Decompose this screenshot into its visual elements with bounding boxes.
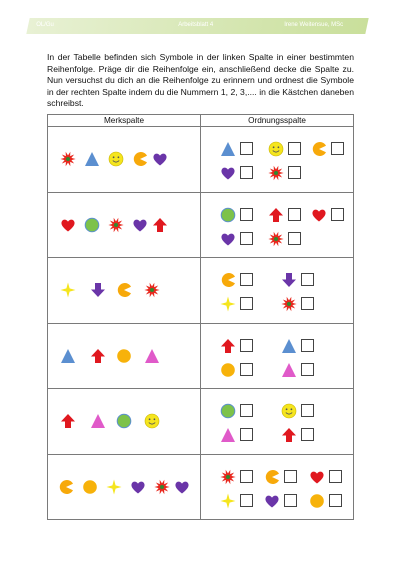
burst-icon [60,151,76,167]
number-answer-box[interactable] [301,428,314,441]
number-answer-box[interactable] [284,494,297,507]
order-cell [201,258,354,324]
number-answer-box[interactable] [329,494,342,507]
smiley-icon [144,413,160,429]
number-answer-box[interactable] [240,142,253,155]
star4-icon [106,479,122,495]
smiley-icon [281,403,297,419]
number-answer-box[interactable] [240,273,253,286]
pacman-icon [132,151,148,167]
memory-cell [48,323,201,389]
order-cell [201,389,354,455]
column-header-order: Ordnungsspalte [201,115,354,127]
number-answer-box[interactable] [331,208,344,221]
heart-purple-icon [152,151,168,167]
header-author: Irene Weitensue, MSc [284,22,344,28]
triangle-pink-icon [144,348,160,364]
smiley-icon [268,141,284,157]
triangle-pink-icon [281,362,297,378]
number-answer-box[interactable] [288,166,301,179]
number-answer-box[interactable] [240,339,253,352]
circle-orange-icon [82,479,98,495]
number-answer-box[interactable] [240,166,253,179]
header-left: OL/Gu [36,22,54,28]
number-answer-box[interactable] [329,470,342,483]
memory-cell [48,258,201,324]
number-answer-box[interactable] [240,363,253,376]
triangle-pink-icon [90,413,106,429]
number-answer-box[interactable] [301,339,314,352]
burst-icon [281,296,297,312]
memory-cell [48,192,201,258]
triangle-blue-icon [84,151,100,167]
arrow-red-icon [90,348,106,364]
table-row [48,127,354,193]
burst-icon [268,165,284,181]
burst-icon [108,217,124,233]
memory-cell [48,389,201,455]
table-row [48,323,354,389]
column-header-memory: Merkspalte [48,115,201,127]
header-title: Arbeitsblatt 4 [178,22,214,28]
number-answer-box[interactable] [331,142,344,155]
heart-purple-icon [220,231,236,247]
exercise-table [47,114,354,520]
circle-orange-icon [309,493,325,509]
memory-cell [48,454,201,520]
burst-icon [154,479,170,495]
arrow-red-icon [60,413,76,429]
smiley-icon [108,151,124,167]
heart-purple-icon [220,165,236,181]
pacman-icon [264,469,280,485]
number-answer-box[interactable] [288,208,301,221]
star4-icon [220,493,236,509]
table-row [48,192,354,258]
heart-purple-icon [264,493,280,509]
number-answer-box[interactable] [301,404,314,417]
pacman-icon [220,272,236,288]
arrow-purple-icon [90,282,106,298]
circle-green-icon [116,413,132,429]
pacman-icon [58,479,74,495]
number-answer-box[interactable] [284,470,297,483]
order-cell [201,192,354,258]
pacman-icon [116,282,132,298]
heart-purple-icon [132,217,148,233]
arrow-purple-icon [281,272,297,288]
burst-icon [268,231,284,247]
star4-icon [60,282,76,298]
order-cell [201,127,354,193]
number-answer-box[interactable] [301,297,314,310]
circle-green-icon [220,403,236,419]
heart-purple-icon [130,479,146,495]
circle-green-icon [220,207,236,223]
arrow-red-icon [268,207,284,223]
burst-icon [220,469,236,485]
circle-orange-icon [220,362,236,378]
memory-cell [48,127,201,193]
number-answer-box[interactable] [288,232,301,245]
heart-red-icon [60,217,76,233]
heart-red-icon [309,469,325,485]
number-answer-box[interactable] [240,208,253,221]
triangle-blue-icon [220,141,236,157]
heart-red-icon [311,207,327,223]
number-answer-box[interactable] [240,428,253,441]
number-answer-box[interactable] [240,470,253,483]
number-answer-box[interactable] [240,232,253,245]
pacman-icon [311,141,327,157]
number-answer-box[interactable] [240,404,253,417]
number-answer-box[interactable] [301,273,314,286]
table-row [48,454,354,520]
number-answer-box[interactable] [288,142,301,155]
number-answer-box[interactable] [240,494,253,507]
header-bar [26,18,368,34]
number-answer-box[interactable] [240,297,253,310]
arrow-red-icon [152,217,168,233]
order-cell [201,454,354,520]
triangle-pink-icon [220,427,236,443]
arrow-red-icon [220,338,236,354]
burst-icon [144,282,160,298]
star4-icon [220,296,236,312]
instructions-paragraph: In der Tabelle befinden sich Symbole in der linken Spalte in einer bestimmten Reihenfolge. Präge dir die Reihenfolge ein, anschließend decke die Spalte zu. Nun versuchst du dich an die Reihenfolge zu erinnern und ordnest die Symbole in der rechten Spalte indem du die Nummern 1, 2, 3,.... in die Kästchen daneben schreibst. [47,52,354,109]
table-row [48,389,354,455]
table-row [48,258,354,324]
order-cell [201,323,354,389]
circle-green-icon [84,217,100,233]
number-answer-box[interactable] [301,363,314,376]
arrow-red-icon [281,427,297,443]
triangle-blue-icon [281,338,297,354]
circle-orange-icon [116,348,132,364]
heart-purple-icon [174,479,190,495]
triangle-blue-icon [60,348,76,364]
